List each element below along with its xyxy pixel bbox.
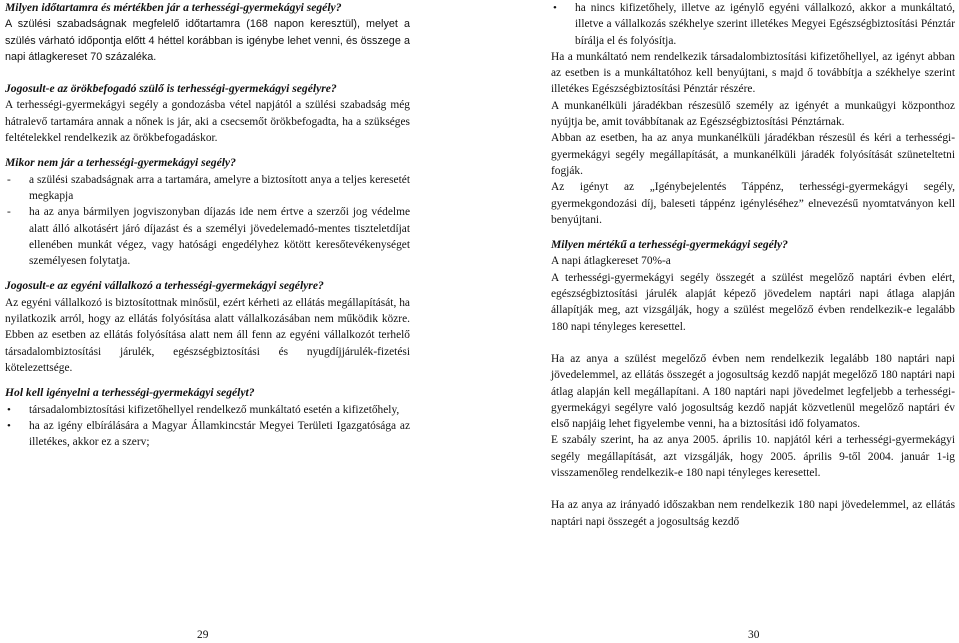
list-item: • társadalombiztosítási kifizetőhellyel rendelkező munkáltató esetén a kifizetőhely, — [5, 402, 410, 418]
paragraph-reference-period: Ha az anya az irányadó időszakban nem rendelkezik 180 napi jövedelemmel, az ellátás naptári napi összegét a jogosultság kezdő — [551, 499, 955, 528]
paragraph-adoptive-parent: A terhességi-gyermekágyi segély a gondozásba vétel napjától a szülési szabadság még hátralevő tartamára annak a nőnek is jár, aki a csecsemőt örökbefogadta, ha a szükséges feltételekkel rendelkezik az örökbefogadáskor. — [5, 99, 410, 145]
list-item: - a szülési szabadságnak arra a tartamára, amelyre a biztosított anya a teljes keresetét megkapja — [7, 173, 410, 202]
heading-not-eligible: Mikor nem jár a terhességi-gyermekágyi segély? — [5, 156, 236, 170]
paragraph-unemployed-benefit: Abban az esetben, ha az anya munkanélküli járadékban részesül és kéri a terhességi-gyermekágyi segély megállapítását, a munkanélküli járadék folyósítását szüneteltetni fogják. — [551, 132, 955, 177]
paragraph-unemployed: A munkanélküli járadékban részesülő személy az igényét a munkaügyi központhoz nyújtja be, amit továbbítanak az Egészségbiztosítási Pénztárnak. — [551, 99, 955, 129]
left-page — [5, 0, 410, 450]
heading-where-to-apply: Hol kell igényelni a terhességi-gyermekágyi segélyt? — [5, 386, 255, 400]
heading-self-employed: Jogosult-e az egyéni vállalkozó a terhességi-gyermekágyi segélyre? — [5, 279, 324, 293]
heading-adoptive-parent: Jogosult-e az örökbefogadó szülő is terhességi-gyermekágyi segélyre? — [5, 82, 337, 96]
list-item: • ha az igény elbírálására a Magyar Államkincstár Megyei Területi Igazgatósága az illetékes, akkor ez a szerv; — [7, 419, 410, 449]
bullet-list-where-to-apply — [5, 402, 410, 451]
page-number-right: 30 — [748, 629, 760, 641]
paragraph-duration: A szülési szabadságnak megfelelő időtartamra (168 napon keresztül), melyet a szülés várható időpontja előtt 4 héttel korábban is igénybe lehet venni, és összege a napi átlagkereset 70 százaléka. — [5, 18, 410, 63]
paragraph-self-employed: Az egyéni vállalkozó is biztosítottnak minősül, ezért kérheti az ellátás megállapítását, ha nyilatkozik arról, hogy az ellátás folyósítása alatt vállalkozásában nem működik közre. Ebben az esetben az ellátás folyósítása alatt nem áll fenn az egyéni vállalkozót terhelő társadalombiztosítási járulék, egészségbiztosítási és nyugdíjjárulék-fizetési kötelezettsége. — [5, 296, 410, 374]
dash-list-not-eligible — [5, 172, 410, 270]
right-page — [551, 0, 955, 530]
paragraph-example: E szabály szerint, ha az anya 2005. április 10. napjától kéri a terhességi-gyermekágyi segély megállapítását, azt vizsgálják, hogy 2005. április 9-től 2004. január 1-ig visszamenőleg rendelkezik-e 180 napi tényleges keresettel. — [551, 434, 955, 480]
bullet-marker: • — [7, 403, 11, 416]
paragraph-employer: Ha a munkáltató nem rendelkezik társadalombiztosítási kifizetőhellyel, az igényt abban az esetben is a munkáltatóhoz kell benyújtani, s majd ő továbbítja a székhelye szerint illetékes Egészségbiztosítási Pénztár részére. — [551, 50, 955, 96]
paragraph-180-days: Ha az anya a szülést megelőző évben nem rendelkezik legalább 180 naptári napi jövedelemmel, az ellátás összegét a jogosultság kezdő napját megelőző 180 naptári napi átlag alapján kell megállapítani. A 180 naptári napi jövedelmet legfeljebb a terhességi-gyermekágyi segélyre való jogosultság kezdő napját közvetlenül megelőző naptári év első napjáig lehet figyelembe venni, ha a biztosítási idő folyamatos. — [551, 352, 955, 431]
paragraph-amount-rate: A napi átlagkereset 70%-a — [551, 255, 671, 268]
paragraph-amount-basis: A terhességi-gyermekágyi segély összegét a szülést megelőző naptári évben elért, egészségbiztosítási járulék alapját képező jövedelem naptári napi átlaga alapján állapítják meg, azt vizsgálják, hogy a szülést megelőző évben rendelkezik-e legalább 180 napi tényleges keresettel. — [551, 271, 955, 333]
dash-marker: - — [7, 206, 11, 219]
dash-marker: - — [7, 173, 11, 186]
list-item: - ha az anya bármilyen jogviszonyban díjazás ide nem értve a szerzői jog védelme alatt álló alkotásért járó díjazást és a személyi jövedelemadó-mentes tiszteletdíjat ellenében munkát végez, vagy hatósági engedélyhez kötött keresőtevékenységet személyesen folytatja. — [7, 206, 410, 268]
page-number-left: 29 — [197, 629, 209, 641]
paragraph-form: Az igényt az „Igénybejelentés Táppénz, terhességi-gyermekágyi segély, gyermekgondozási díj, baleseti táppénz igényléséhez” elnevezésű nyomtatványon kell benyújtani. — [551, 181, 955, 226]
bullet-marker: • — [7, 419, 11, 432]
heading-amount: Milyen mértékű a terhességi-gyermekágyi segély? — [551, 238, 788, 252]
heading-duration: Milyen időtartamra és mértékben jár a terhességi-gyermekágyi segély? — [5, 1, 342, 14]
bullet-list-continued — [551, 0, 955, 49]
list-item: • ha nincs kifizetőhely, illetve az igénylő egyéni vállalkozó, akkor a munkáltató, illetve a vállalkozás székhelye szerint illetékes Megyei Egészségbiztosítási Pénztár bírálja el és folyósítja. — [553, 2, 955, 47]
bullet-marker: • — [553, 2, 557, 14]
